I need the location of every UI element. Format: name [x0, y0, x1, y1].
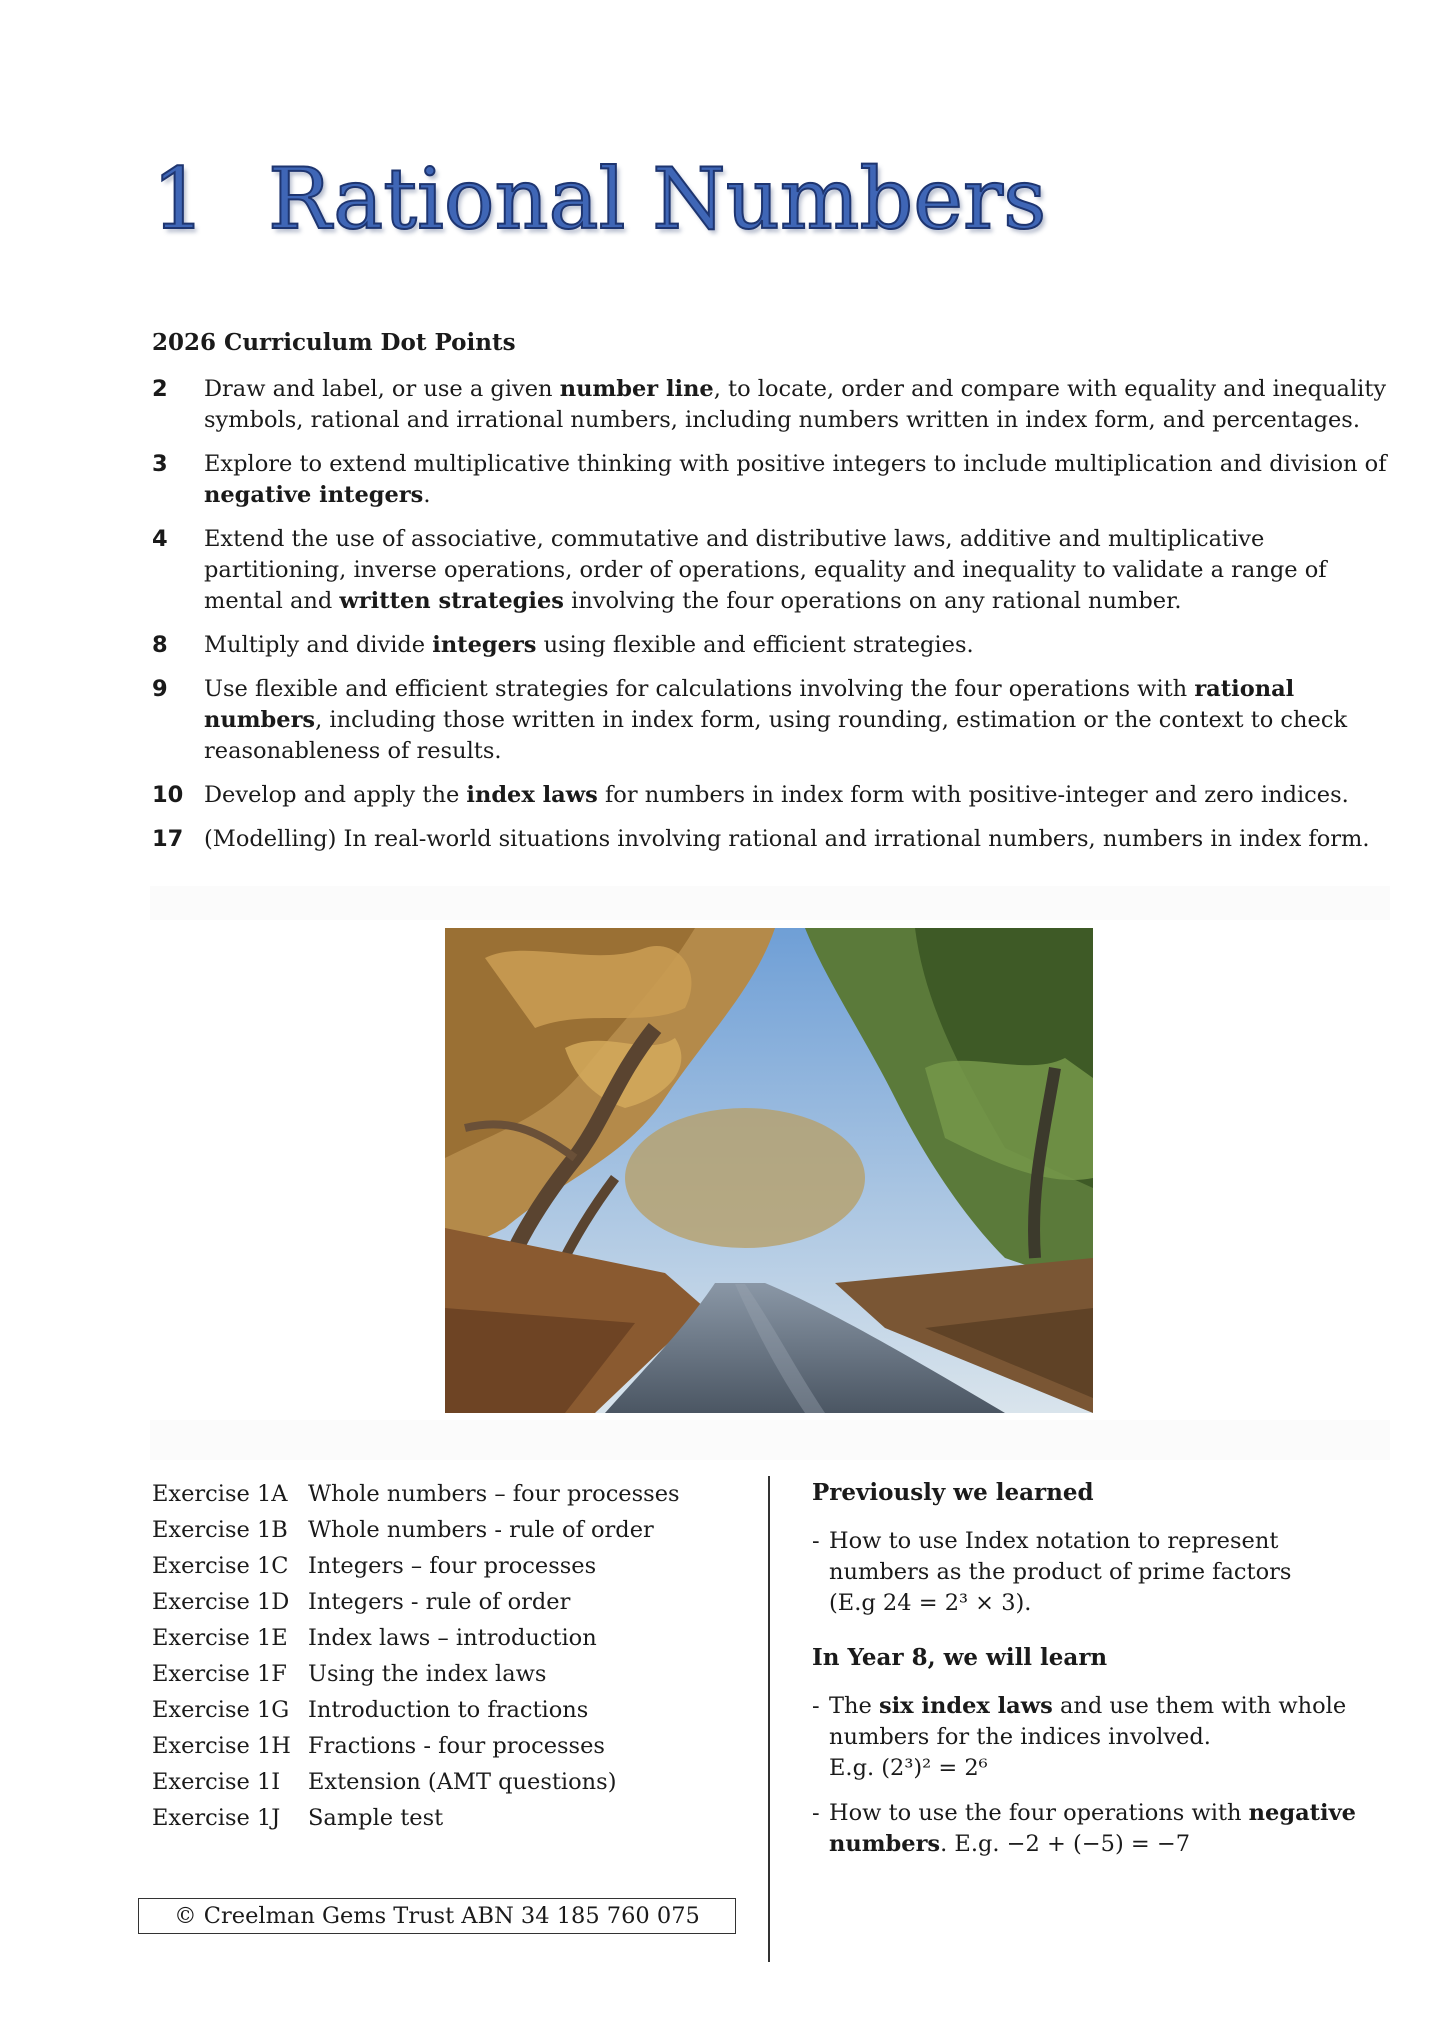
exercise-row — [152, 1620, 722, 1656]
curriculum-item-number: 3 — [152, 451, 168, 477]
exercise-row — [152, 1692, 722, 1728]
exercise-row — [152, 1764, 722, 1800]
exercise-code: Exercise 1I — [152, 1769, 281, 1795]
curriculum-item — [152, 674, 1392, 767]
shaded-band — [150, 886, 1390, 920]
list-item: - The six index laws and use them with whole numbers for the indices involved. E.g. (2³)² = 2⁶ — [812, 1693, 1347, 1781]
exercise-code: Exercise 1H — [152, 1733, 291, 1759]
exercise-title: Using the index laws — [308, 1661, 547, 1687]
exercise-row — [152, 1584, 722, 1620]
curriculum-item-text: Extend the use of associative, commutative and distributive laws, additive and multiplicative partitioning, inverse operations, order of operations, equality and inequality to validate a range of mental and written strategies involving the four operations on any rational number. — [204, 526, 1327, 614]
curriculum-item-text: Use flexible and efficient strategies for calculations involving the four operations with rational numbers, including those written in index form, using rounding, estimation or the context to check reasonableness of results. — [204, 676, 1348, 764]
autumn-road-photo-icon — [445, 928, 1093, 1413]
exercise-title: Whole numbers – four processes — [308, 1481, 680, 1507]
exercise-row — [152, 1548, 722, 1584]
exercise-title: Whole numbers - rule of order — [308, 1517, 654, 1543]
curriculum-section — [152, 326, 1392, 868]
curriculum-item-text: Multiply and divide integers using flexible and efficient strategies. — [204, 632, 974, 658]
curriculum-item-number: 17 — [152, 826, 184, 852]
exercise-row — [152, 1656, 722, 1692]
exercise-code: Exercise 1D — [152, 1589, 290, 1615]
curriculum-list — [152, 374, 1392, 855]
curriculum-item-text: Explore to extend multiplicative thinking with positive integers to include multiplication and division of negative integers. — [204, 451, 1387, 508]
curriculum-item — [152, 374, 1392, 436]
exercise-row — [152, 1800, 722, 1836]
curriculum-item-text: (Modelling) In real-world situations involving rational and irrational numbers, numbers in index form. — [204, 826, 1370, 852]
bold-term: negative numbers — [829, 1800, 1356, 1857]
exercise-row — [152, 1476, 722, 1512]
learning-summary — [812, 1476, 1372, 1874]
exercise-code: Exercise 1C — [152, 1553, 289, 1579]
curriculum-item-text: Develop and apply the index laws for numbers in index form with positive-integer and zero indices. — [204, 782, 1349, 808]
curriculum-item — [152, 524, 1392, 617]
curriculum-item-number: 2 — [152, 376, 168, 402]
bullet-text: How to use Index notation to represent numbers as the product of prime factors — [829, 1528, 1292, 1585]
exercise-title: Integers - rule of order — [308, 1589, 571, 1615]
exercise-code: Exercise 1A — [152, 1481, 288, 1507]
exercise-title: Index laws – introduction — [308, 1625, 597, 1651]
chapter-title — [152, 150, 1046, 260]
exercise-title: Extension (AMT questions) — [308, 1769, 617, 1795]
exercise-row — [152, 1512, 722, 1548]
copyright-notice: © Creelman Gems Trust ABN 34 185 760 075 — [138, 1898, 736, 1934]
exercise-title: Fractions - four processes — [308, 1733, 605, 1759]
curriculum-item-number: 4 — [152, 526, 168, 552]
curriculum-item — [152, 780, 1392, 811]
bullet-example: E.g. (2³)² = 2⁶ — [829, 1755, 988, 1781]
chapter-number: 1 — [152, 150, 206, 248]
exercise-code: Exercise 1G — [152, 1697, 290, 1723]
bullet-example: (E.g 24 = 2³ × 3). — [829, 1590, 1032, 1616]
curriculum-item-number: 9 — [152, 676, 168, 702]
year8-heading: In Year 8, we will learn — [812, 1644, 1108, 1671]
curriculum-item-number: 10 — [152, 782, 184, 808]
exercise-code: Exercise 1E — [152, 1625, 288, 1651]
column-divider — [768, 1476, 770, 1962]
chapter-title-text: Rational Numbers — [268, 150, 1047, 248]
list-item: - How to use Index notation to represent numbers as the product of prime factors (E.g 24 = 2³ × 3). — [812, 1528, 1292, 1616]
exercise-title: Integers – four processes — [308, 1553, 597, 1579]
shaded-band — [150, 1420, 1390, 1460]
curriculum-heading: 2026 Curriculum Dot Points — [152, 329, 516, 356]
curriculum-item — [152, 449, 1392, 511]
exercise-code: Exercise 1F — [152, 1661, 287, 1687]
curriculum-item-text: Draw and label, or use a given number line, to locate, order and compare with equality and inequality symbols, rational and irrational numbers, including numbers written in index form, and percentages. — [204, 376, 1387, 433]
exercise-title: Introduction to fractions — [308, 1697, 589, 1723]
previously-heading: Previously we learned — [812, 1479, 1094, 1506]
exercise-list — [152, 1476, 722, 1836]
bold-term: six index laws — [878, 1693, 1053, 1719]
exercise-title: Sample test — [308, 1805, 444, 1831]
list-item: - How to use the four operations with negative numbers. E.g. −2 + (−5) = −7 — [812, 1800, 1356, 1857]
curriculum-item — [152, 824, 1392, 855]
exercise-code: Exercise 1J — [152, 1805, 281, 1831]
curriculum-item-number: 8 — [152, 632, 168, 658]
exercise-code: Exercise 1B — [152, 1517, 288, 1543]
exercise-row — [152, 1728, 722, 1764]
curriculum-item — [152, 630, 1392, 661]
autumn-road-photo — [445, 928, 1093, 1413]
